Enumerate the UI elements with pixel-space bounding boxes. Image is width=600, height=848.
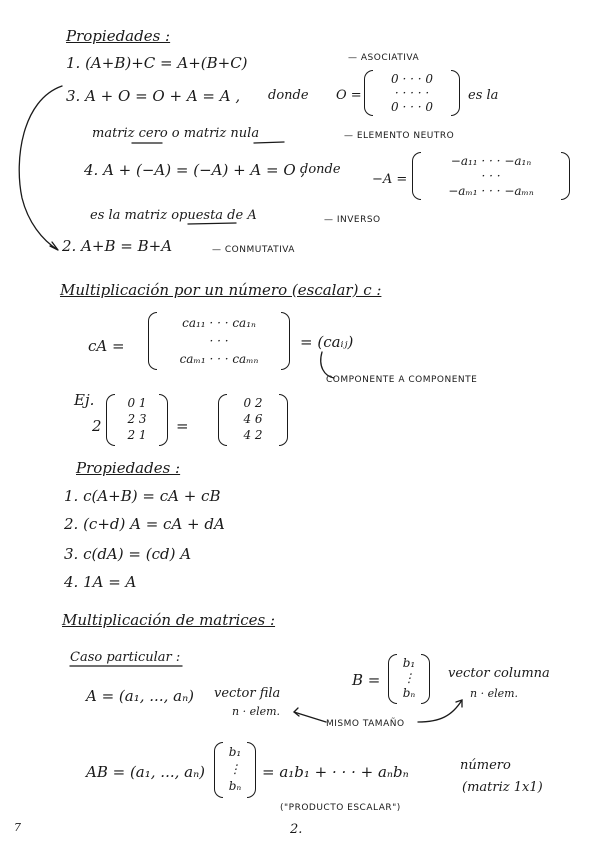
example-label: Ej. [74, 391, 95, 409]
matrix-row: ca₁₁ · · · ca₁ₙ [182, 316, 256, 330]
right-bracket [451, 70, 460, 116]
matrix-row: 4 2 [243, 428, 263, 442]
properties-title-2: Propiedades : [76, 459, 181, 477]
property-associative: 1. (A+B)+C = A+(B+C) [66, 54, 248, 72]
dot-product-note: ("PRODUCTO ESCALAR") [280, 803, 401, 813]
note-commutative: — CONMUTATIVA [212, 245, 295, 255]
same-size-arrow-left-head [294, 708, 299, 716]
column-vector [388, 654, 430, 704]
matrix-row: · · · [209, 334, 229, 348]
property-commutative: 2. A+B = B+A [62, 237, 173, 255]
note-associative: — ASOCIATIVA [348, 53, 420, 63]
number-note: número [460, 758, 511, 773]
vector-entry: ⋮ [229, 762, 241, 776]
neg-a-label: −A = [372, 172, 408, 187]
column-vector-count: n · elem. [470, 687, 519, 700]
matrix-row: 0 · · · 0 [391, 100, 433, 114]
row-vector-count: n · elem. [232, 705, 281, 718]
scalar-lhs: cA = [88, 337, 125, 355]
matrix-row: · · · [481, 169, 501, 183]
particular-case: Caso particular : [70, 650, 181, 665]
matmul-heading: Multiplicación de matrices : [62, 611, 276, 629]
matrix-row: −a₁₁ · · · −a₁ₙ [450, 154, 532, 168]
product-column-vector [214, 742, 256, 798]
opposite-matrix [412, 152, 570, 200]
scalar-property-2: 2. (c+d) A = cA + dA [64, 515, 225, 533]
matrix-row: 2 1 [127, 428, 147, 442]
vector-entry: b₁ [228, 745, 242, 759]
reorder-arc [19, 86, 62, 250]
right-bracket [281, 312, 290, 370]
matrix-row: caₘ₁ · · · caₘₙ [179, 352, 259, 366]
matrix-1x1-note: (matriz 1x1) [462, 780, 543, 795]
word-donde: donde [300, 162, 341, 177]
vector-entry: bₙ [402, 686, 416, 700]
page-number: 2. [290, 822, 303, 837]
margin-mark: 7 [14, 821, 21, 834]
column-vector-note: vector columna [448, 666, 550, 681]
example-matrix-left [106, 394, 168, 446]
product-rhs: = a₁b₁ + · · · + aₙbₙ [262, 763, 409, 781]
same-size-arrow-left [294, 712, 326, 722]
scalar-property-4: 4. 1A = A [64, 573, 137, 591]
reorder-arrowhead [50, 242, 58, 250]
scalar-rhs: = (caᵢⱼ) [300, 333, 354, 351]
matrix-row: 4 6 [243, 412, 263, 426]
product-lhs: AB = (a₁, ..., aₙ) [86, 763, 206, 781]
vector-entry: ⋮ [403, 671, 415, 685]
scalar-heading: Multiplicación por un número (escalar) c : [60, 281, 382, 299]
example-scalar: 2 [92, 417, 102, 435]
note-componentwise: COMPONENTE A COMPONENTE [326, 375, 478, 385]
underline-matriz-cero [132, 142, 284, 143]
scalar-matrix [148, 312, 290, 370]
matrix-row: 0 2 [243, 396, 263, 410]
note-neutral: — ELEMENTO NEUTRO [344, 131, 455, 141]
right-bracket [159, 394, 168, 446]
row-vector-note: vector fila [214, 686, 281, 701]
properties-title: Propiedades : [66, 27, 171, 45]
zero-matrix-description: matriz cero o matriz nula [92, 126, 260, 141]
right-bracket [247, 742, 256, 798]
note-inverse: — INVERSO [324, 215, 381, 225]
matrix-row: 2 3 [127, 412, 147, 426]
scalar-property-3: 3. c(dA) = (cd) A [64, 545, 192, 563]
right-bracket [421, 654, 430, 704]
zero-label: O = [336, 88, 362, 103]
matrix-row: 0 · · · 0 [391, 72, 433, 86]
scalar-property-1: 1. c(A+B) = cA + cB [64, 487, 221, 505]
right-bracket [279, 394, 288, 446]
matrix-row: · · · · · [394, 86, 430, 100]
matrix-row: −aₘ₁ · · · −aₘₙ [448, 184, 534, 198]
word-es-la: es la [468, 88, 499, 103]
matrix-row: 0 1 [127, 396, 147, 410]
opposite-description: es la matriz opuesta de A [90, 208, 257, 223]
column-vector-label: B = [352, 671, 381, 689]
property-neutral: 3. A + O = O + A = A , [66, 87, 241, 105]
zero-matrix [364, 70, 460, 116]
property-inverse: 4. A + (−A) = (−A) + A = O , [84, 161, 306, 179]
vector-entry: b₁ [402, 656, 416, 670]
word-donde: donde [268, 88, 309, 103]
right-bracket [561, 152, 570, 200]
row-vector-def: A = (a₁, ..., aₙ) [86, 687, 194, 705]
same-size-note: MISMO TAMAÑO [326, 719, 405, 729]
example-equals: = [176, 417, 189, 435]
example-matrix-right [218, 394, 288, 446]
vector-entry: bₙ [228, 779, 242, 793]
same-size-arrow-right-head [456, 700, 462, 707]
